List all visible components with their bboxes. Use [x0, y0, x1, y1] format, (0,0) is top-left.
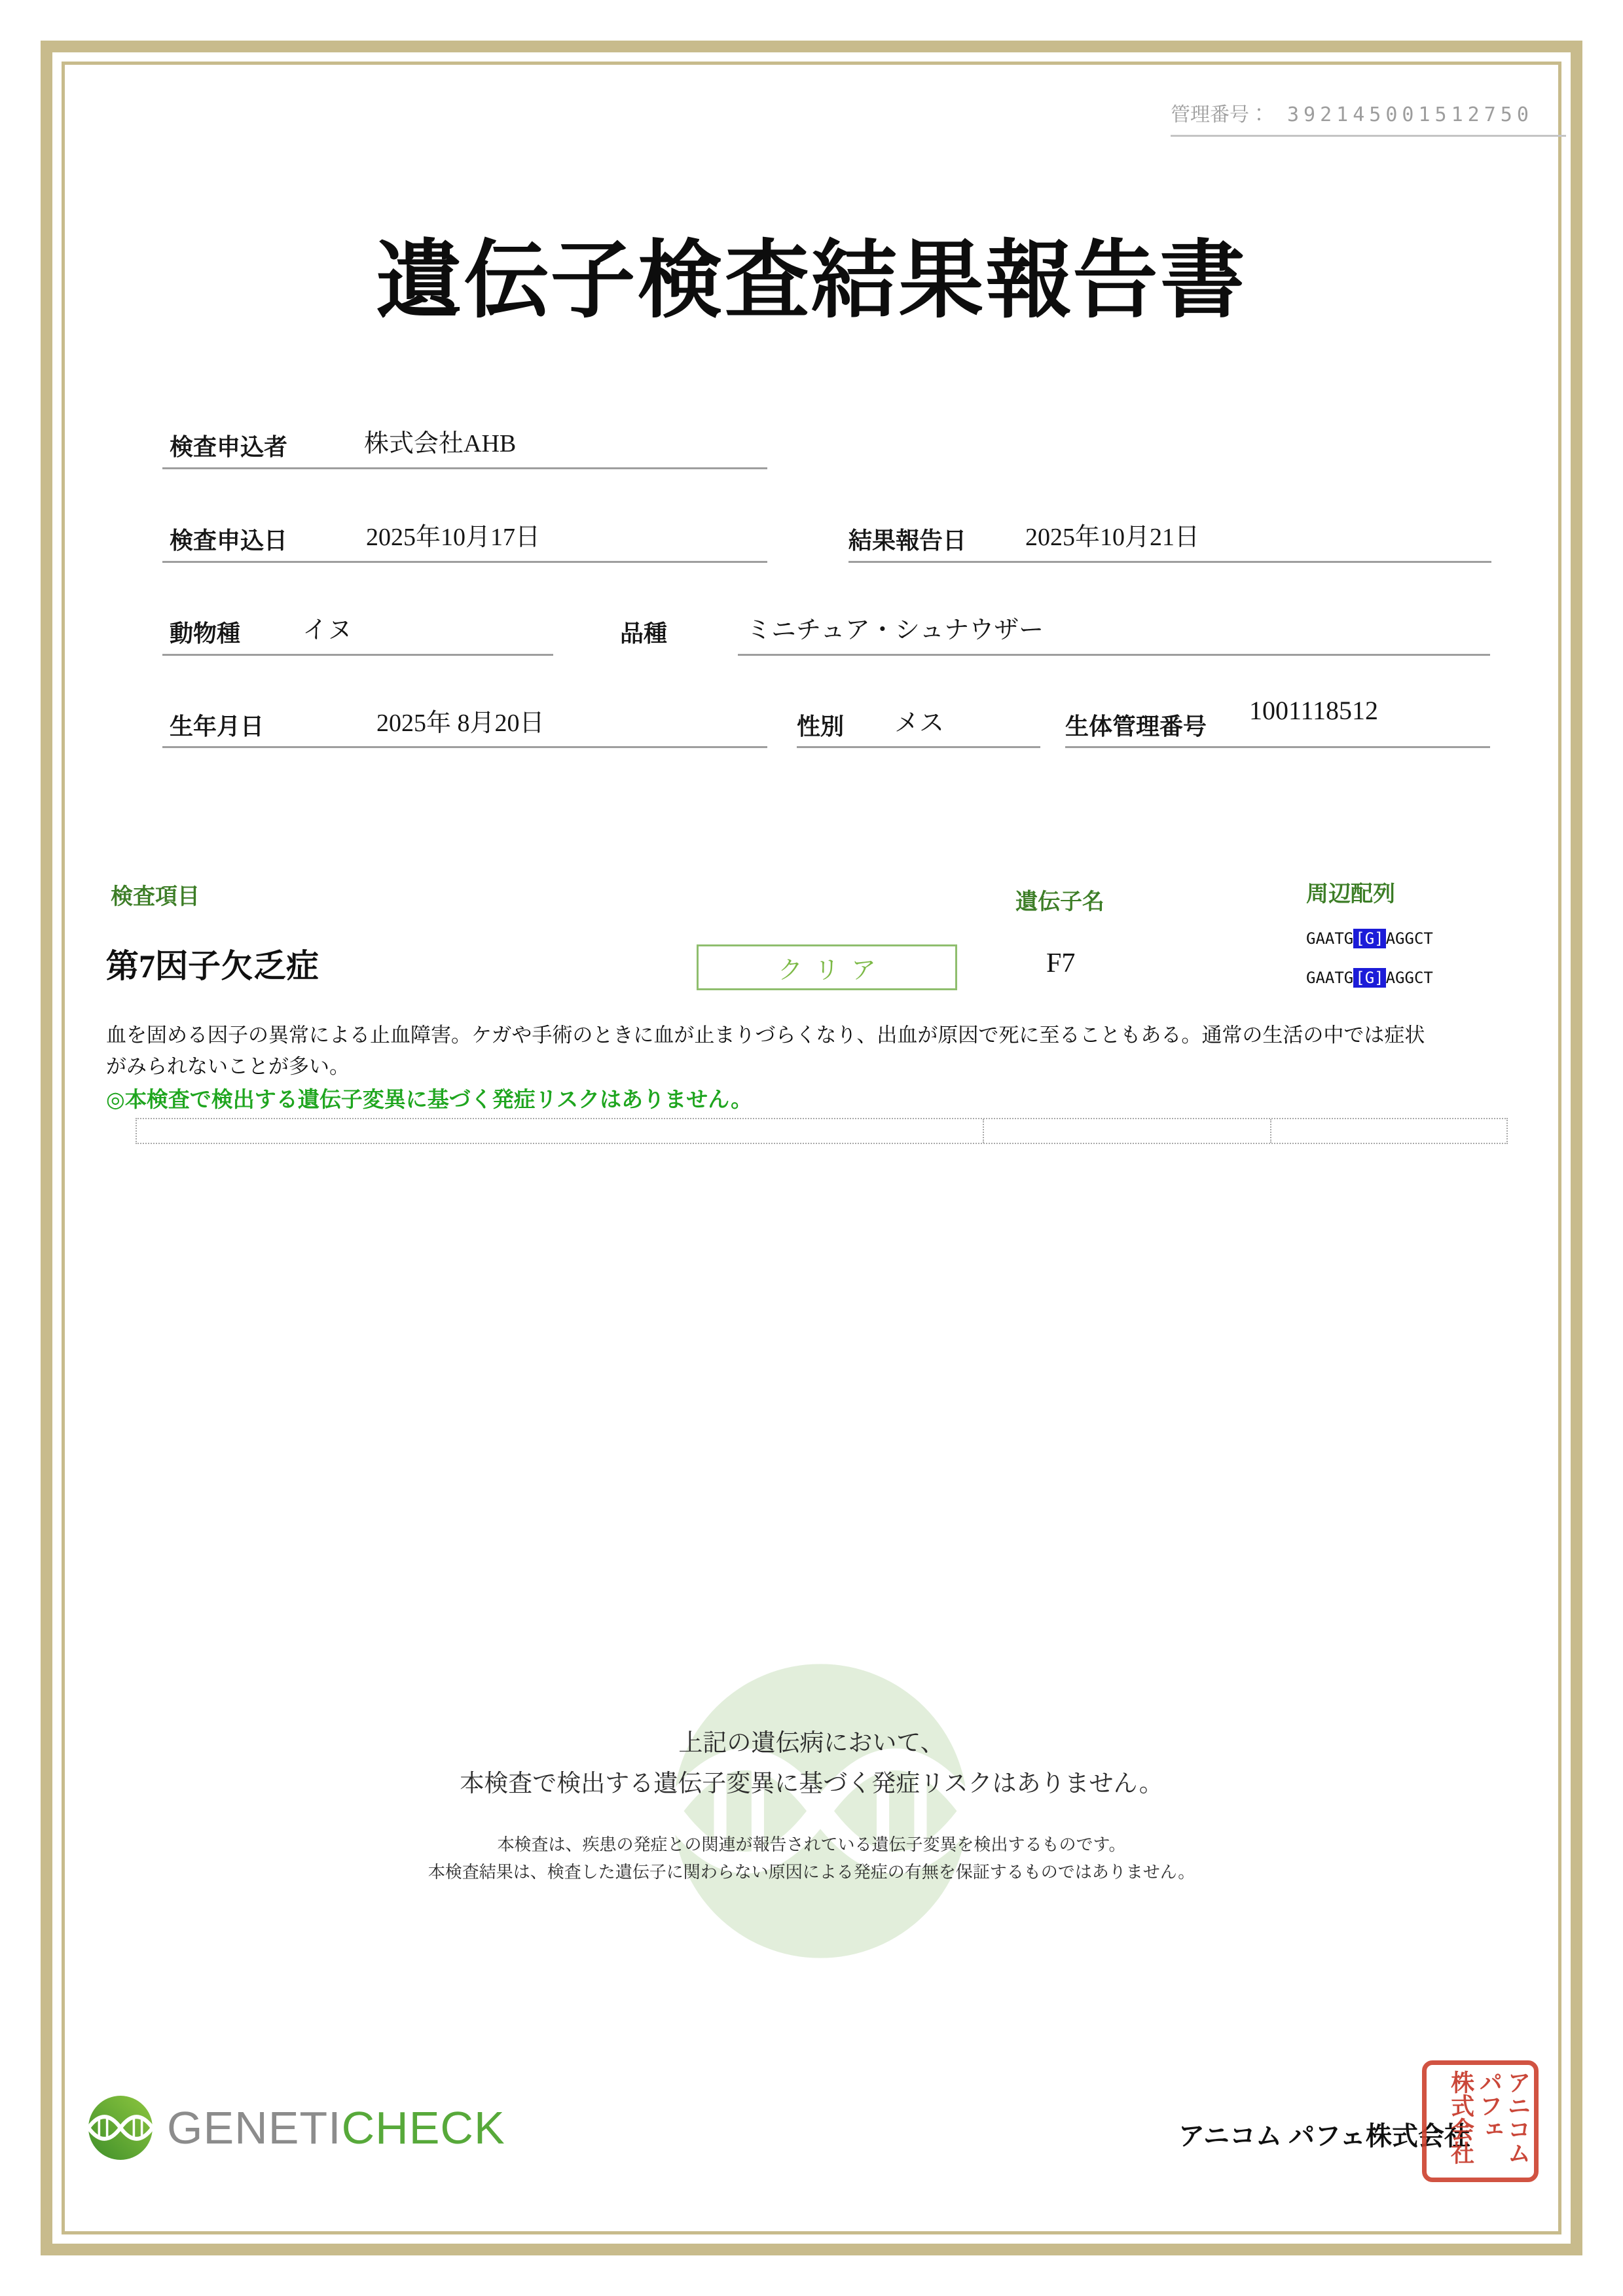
birth-date-value: 2025年 8月20日 [376, 709, 545, 737]
summary-note1: 本検査は、疾患の発症との関連が報告されている遺伝子変異を検出するものです。 [497, 1835, 1126, 1854]
geneticheck-logo [87, 2094, 505, 2161]
management-number-value: 392145001512750 [1287, 103, 1533, 126]
applicant-label: 検査申込者 [170, 434, 288, 460]
disease-description-line1: 血を固める因子の異常による止血障害。ケガや手術のときに血が止まりづらくなり、出血が原因で死に至ることもある。通常の生活の中では症状 [106, 1024, 1425, 1047]
bio-id-value: 1001118512 [1249, 696, 1379, 725]
species-underline [162, 654, 553, 656]
apply-date-value: 2025年10月17日 [366, 524, 541, 551]
stamp-column-1: アニコム [1504, 2070, 1531, 2164]
sequence-prefix: GAATG [1306, 969, 1354, 987]
gene-name-value: F7 [1046, 948, 1076, 978]
sequence-variant: [G] [1353, 968, 1385, 988]
sequence-prefix: GAATG [1306, 929, 1354, 948]
result-status-badge [697, 944, 957, 990]
apply-date-underline [162, 561, 767, 563]
species-value: イヌ [302, 617, 353, 644]
summary-note2: 本検査結果は、検査した遺伝子に関わらない原因による発症の有無を保証するものではありません。 [428, 1862, 1195, 1882]
sequence-variant: [G] [1353, 929, 1385, 948]
breed-underline [738, 654, 1490, 656]
report-date-underline [848, 561, 1491, 563]
sequence-suffix: AGGCT [1385, 969, 1433, 987]
summary-line1: 上記の遺伝病において、 [678, 1729, 945, 1756]
sex-label: 性別 [797, 713, 845, 740]
geneticheck-logo-icon [87, 2094, 154, 2161]
disease-description-line2: がみられないことが多い。 [106, 1055, 350, 1078]
disease-name: 第7因子欠乏症 [106, 948, 319, 984]
birth-date-underline [162, 746, 767, 748]
birth-date-label: 生年月日 [170, 713, 264, 740]
test-item-header: 検査項目 [111, 885, 200, 909]
report-date-value: 2025年10月21日 [1025, 524, 1200, 551]
logo-text-geneti: GENETI [167, 2102, 342, 2153]
applicant-underline [162, 467, 767, 469]
stamp-column-3: 株式会社 [1448, 2070, 1474, 2164]
breed-value: ミニチュア・シュナウザー [746, 617, 1044, 644]
management-number-label: 管理番号： [1171, 104, 1269, 126]
dotted-divider-2 [1270, 1119, 1271, 1143]
company-name: アニコム パフェ株式会社 [1178, 2121, 1470, 2151]
bio-id-underline [1065, 746, 1490, 748]
apply-date-label: 検査申込日 [170, 528, 288, 554]
result-status-label: クリア [777, 956, 888, 984]
company-seal-stamp [1422, 2060, 1539, 2182]
logo-text-check: CHECK [341, 2102, 505, 2153]
sequence-suffix: AGGCT [1385, 929, 1433, 948]
applicant-value: 株式会社AHB [364, 430, 517, 457]
page-title: 遺伝子検査結果報告書 [376, 234, 1247, 329]
bio-id-label: 生体管理番号 [1065, 713, 1207, 740]
geneticheck-logo-text [167, 2102, 505, 2154]
sex-value: メス [894, 709, 945, 737]
dotted-divider-1 [983, 1119, 984, 1143]
sequence-row-2 [1306, 969, 1433, 987]
breed-label: 品種 [620, 620, 668, 647]
summary-line2: 本検査で検出する遺伝子変異に基づく発症リスクはありません。 [460, 1770, 1163, 1797]
sex-underline [797, 746, 1040, 748]
empty-result-row [136, 1118, 1508, 1144]
risk-note: ◎本検査で検出する遺伝子変異に基づく発症リスクはありません。 [106, 1088, 753, 1112]
geneticheck-watermark-icon [664, 1655, 977, 1967]
sequence-header: 周辺配列 [1306, 882, 1395, 906]
gene-name-header: 遺伝子名 [1015, 890, 1104, 914]
management-number [1171, 98, 1566, 137]
report-date-label: 結果報告日 [848, 528, 967, 554]
stamp-column-2: パフェ [1476, 2070, 1503, 2141]
species-label: 動物種 [170, 620, 241, 647]
sequence-row-1 [1306, 929, 1433, 948]
